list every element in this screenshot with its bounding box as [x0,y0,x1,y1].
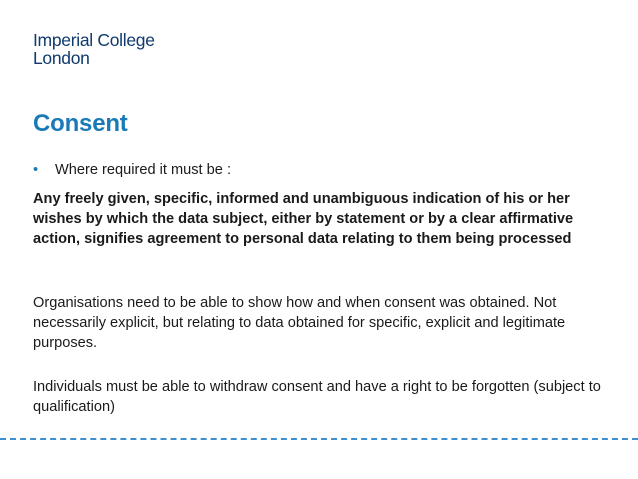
slide-title: Consent [33,110,128,137]
consent-definition: Any freely given, specific, informed and unambiguous indication of his or her wishes by which the data subject, either by statement or by a clear affirmative action, signifies agreement to personal data relating to them being processed [33,191,574,247]
footer-divider [0,438,638,440]
logo-line-1: Imperial College [33,30,155,50]
imperial-college-logo [33,31,155,67]
bullet-point [33,160,231,180]
bullet-text: Where required it must be : [55,162,232,178]
bullet-dot-icon: • [33,162,39,178]
organisations-paragraph: Organisations need to be able to show how and when consent was obtained. Not necessarily explicit, but relating to data obtained for specific, explicit and legitimate purposes. [33,295,566,351]
logo-line-2: London [33,48,90,68]
individuals-paragraph: Individuals must be able to withdraw consent and have a right to be forgotten (subject to qualification) [33,379,601,415]
